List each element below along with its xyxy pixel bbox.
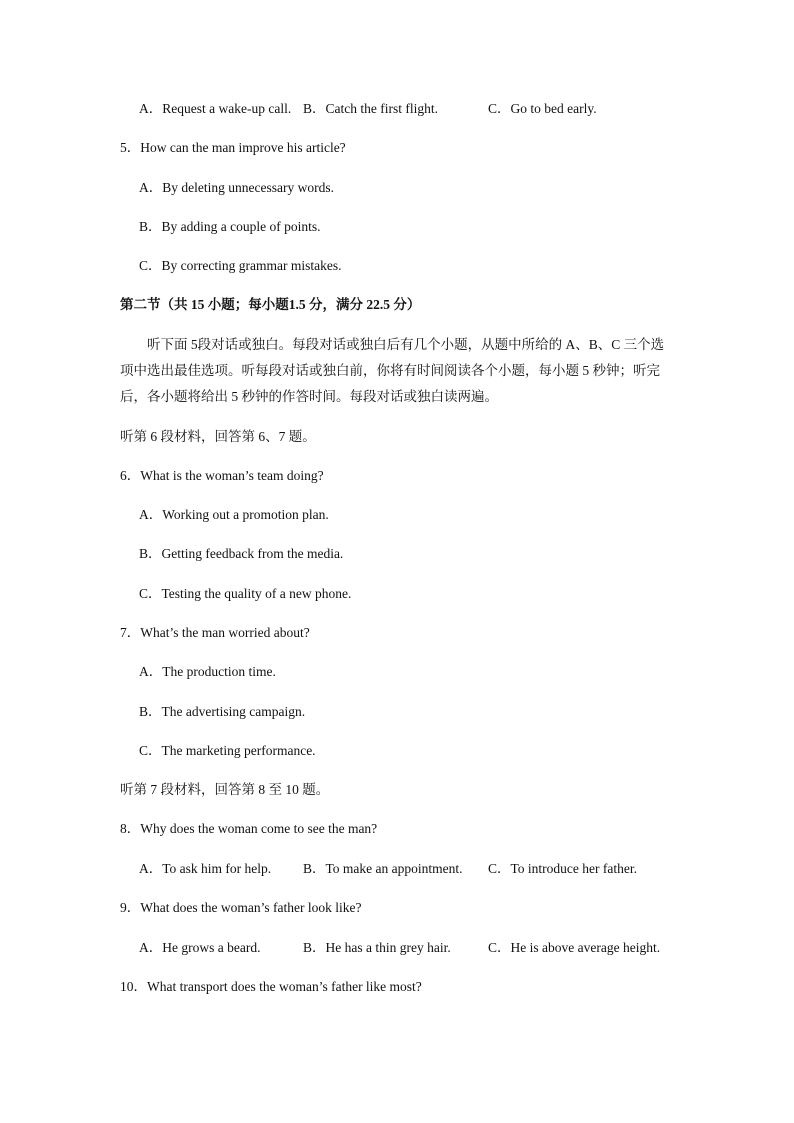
q9-option-b: B．He has a thin grey hair.	[303, 940, 451, 955]
q6-option-c: C．Testing the quality of a new phone.	[139, 586, 352, 601]
q8-stem: 8．Why does the woman come to see the man?	[120, 821, 378, 836]
section2-instructions: 听下面 5段对话或独白。每段对话或独白后有几个小题，从题中所给的 A、B、C 三个选项中选出最佳选项。听每段对话或独白前，你将有时间阅读各个小题，每小题 5 秒钟；听完后，各小题将给出 5 秒钟的作答时间。每段对话或独白读两遍。	[120, 337, 665, 404]
q4-option-a: A．Request a wake-up call.	[139, 101, 292, 116]
q8-option-b: B．To make an appointment.	[303, 861, 463, 876]
q10-stem: 10．What transport does the woman’s father like most?	[120, 979, 422, 994]
q7-stem: 7．What’s the man worried about?	[120, 625, 310, 640]
q5-stem: 5．How can the man improve his article?	[120, 140, 346, 155]
q6-option-a: A．Working out a promotion plan.	[139, 507, 329, 522]
q9-stem: 9．What does the woman’s father look like?	[120, 900, 362, 915]
q4-option-b: B．Catch the first flight.	[303, 101, 438, 116]
q5-option-b: B．By adding a couple of points.	[139, 219, 321, 234]
q9-option-a: A．He grows a beard.	[139, 940, 261, 955]
q5-option-c: C．By correcting grammar mistakes.	[139, 258, 342, 273]
q8-option-c: C．To introduce her father.	[488, 861, 638, 876]
q6-stem: 6．What is the woman’s team doing?	[120, 468, 324, 483]
q5-option-a: A．By deleting unnecessary words.	[139, 180, 334, 195]
q6-option-b: B．Getting feedback from the media.	[139, 546, 344, 561]
q8-option-a: A．To ask him for help.	[139, 861, 272, 876]
q7-option-c: C．The marketing performance.	[139, 743, 316, 758]
material6-note: 听第 6 段材料，回答第 6、7 题。	[120, 429, 316, 444]
q7-option-a: A．The production time.	[139, 664, 276, 679]
material7-note: 听第 7 段材料，回答第 8 至 10 题。	[120, 782, 330, 797]
section2-heading: 第二节（共 15 小题；每小题1.5 分，满分 22.5 分）	[120, 297, 421, 312]
q9-option-c: C．He is above average height.	[488, 940, 661, 955]
q7-option-b: B．The advertising campaign.	[139, 704, 306, 719]
q4-option-c: C．Go to bed early.	[488, 101, 597, 116]
